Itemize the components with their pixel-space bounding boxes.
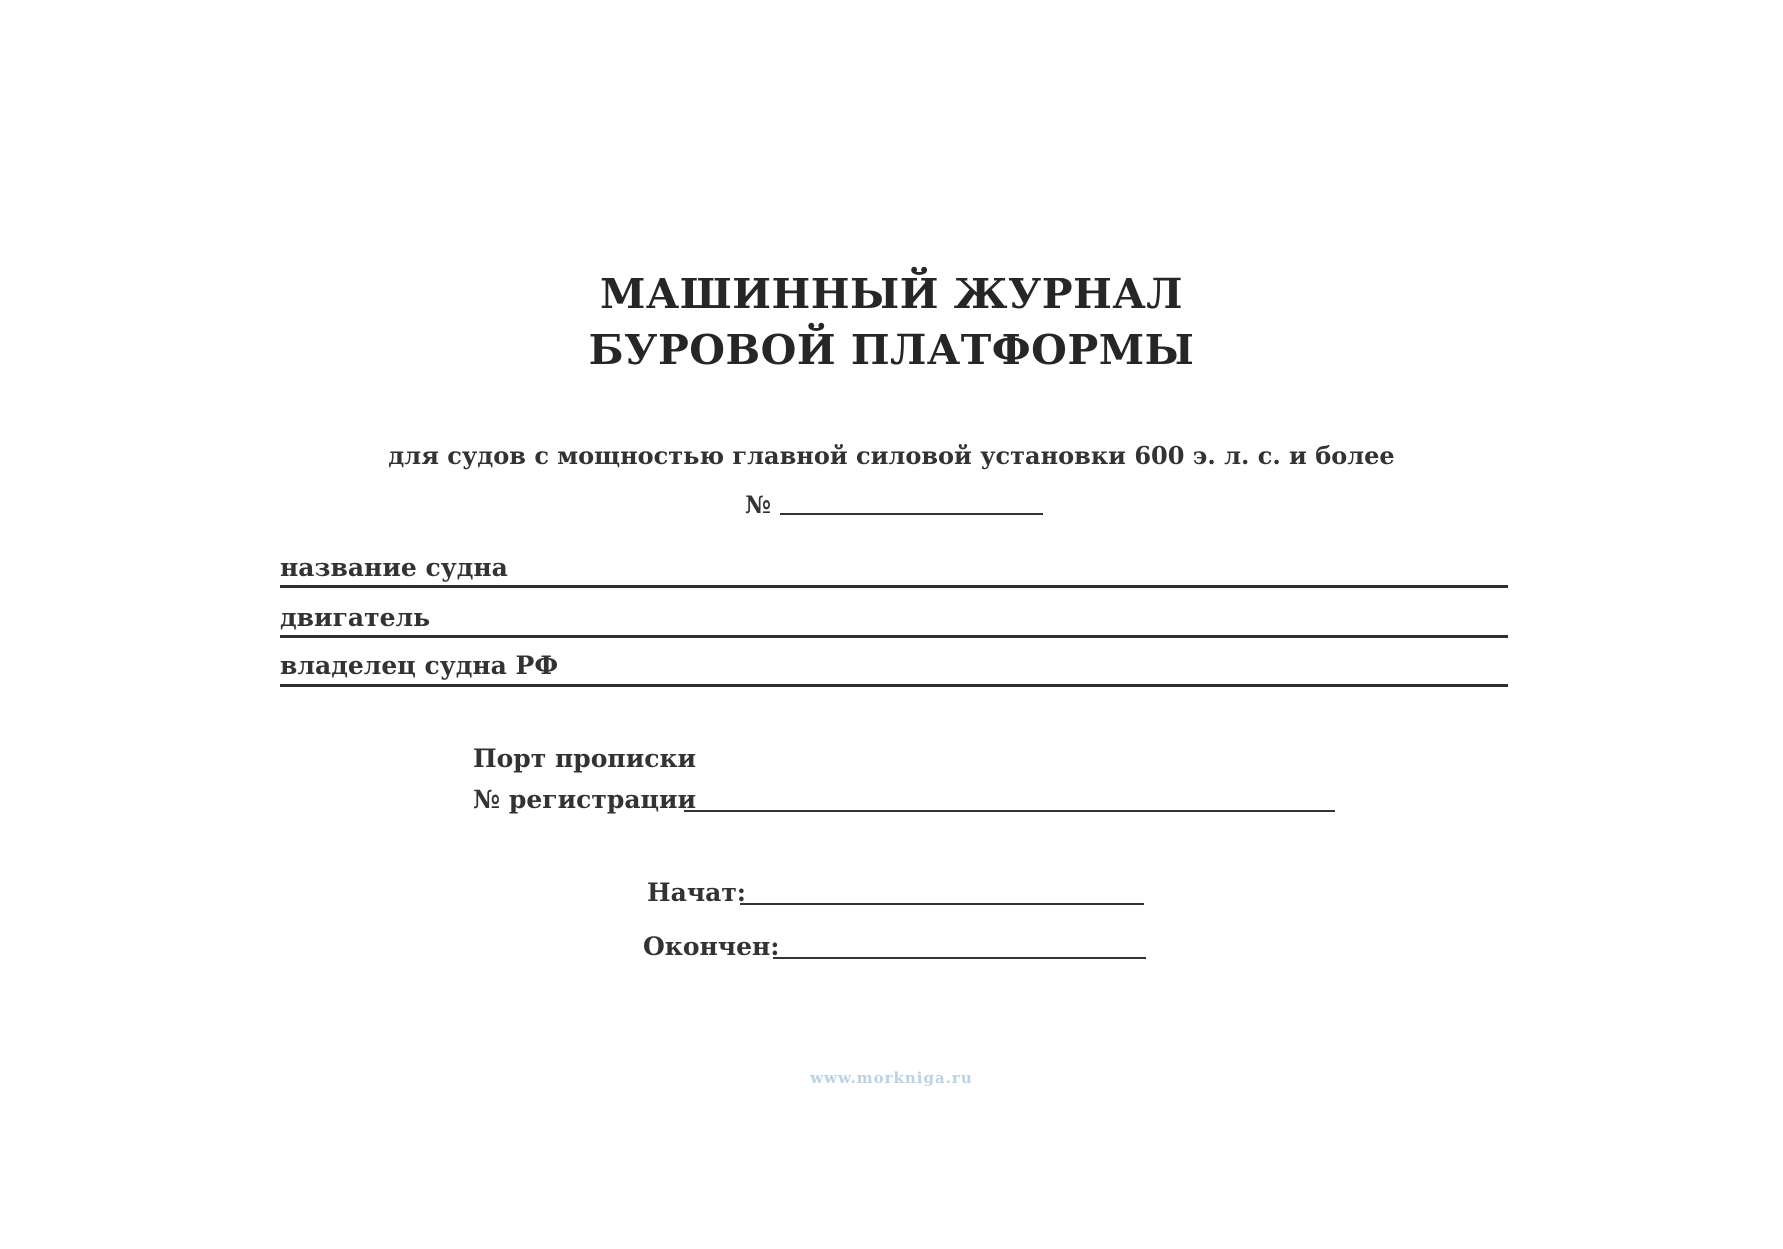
registration-number-label: № регистрации xyxy=(473,785,697,814)
registration-number-field-line[interactable] xyxy=(684,810,1335,812)
owner-label: владелец судна РФ xyxy=(280,651,559,680)
title-line-2: БУРОВОЙ ПЛАТФОРМЫ xyxy=(588,326,1195,374)
engine-label: двигатель xyxy=(280,603,431,632)
number-label: № xyxy=(745,490,772,519)
end-date-label: Окончен: xyxy=(643,932,780,961)
start-date-label: Начат: xyxy=(647,878,747,907)
owner-field-line[interactable] xyxy=(280,684,1508,687)
engine-field-line[interactable] xyxy=(280,635,1508,638)
number-field-line[interactable] xyxy=(780,513,1043,515)
port-of-registry-label: Порт прописки xyxy=(473,744,697,773)
subtitle: для судов с мощностью главной силовой установки 600 э. л. с. и более xyxy=(388,441,1395,470)
start-date-field-line[interactable] xyxy=(740,903,1144,905)
watermark: www.morkniga.ru xyxy=(810,1069,973,1087)
vessel-name-field-line[interactable] xyxy=(280,585,1508,588)
end-date-field-line[interactable] xyxy=(773,957,1146,959)
title-line-1: МАШИННЫЙ ЖУРНАЛ xyxy=(599,270,1184,318)
vessel-name-label: название судна xyxy=(280,553,508,582)
